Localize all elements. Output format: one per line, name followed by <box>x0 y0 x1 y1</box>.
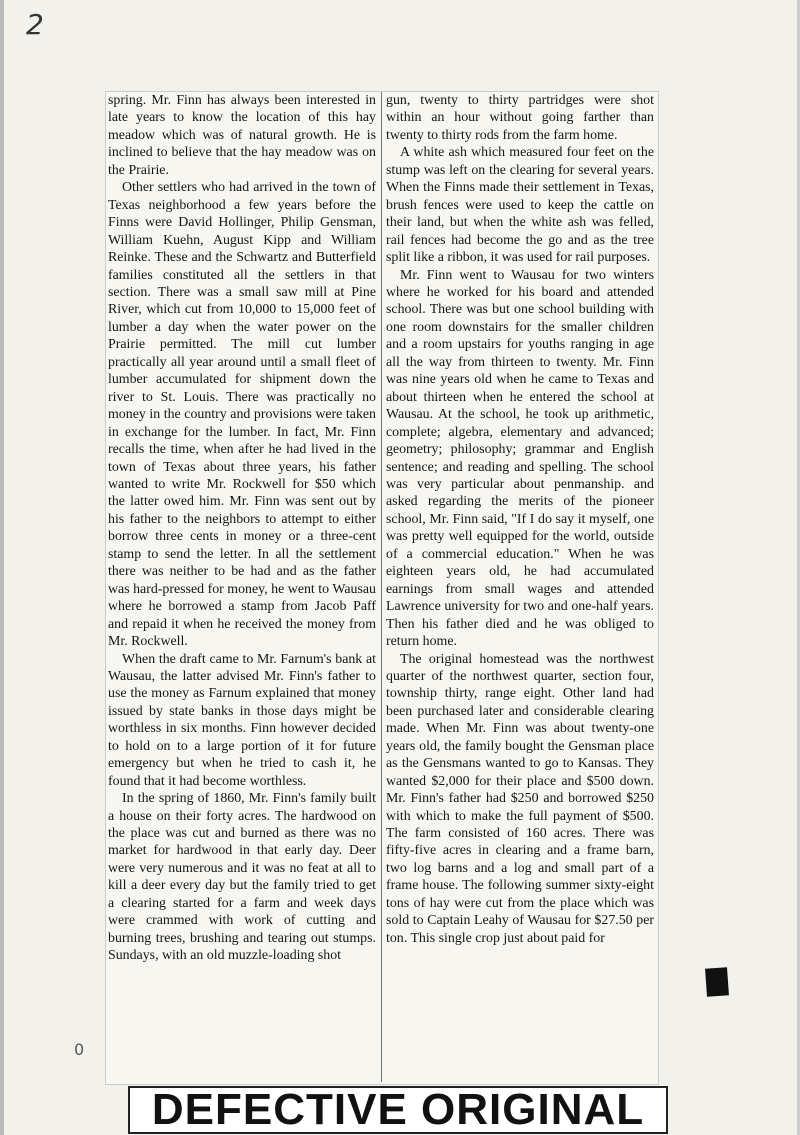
page-number: 2 <box>26 8 44 41</box>
article-right-column <box>386 92 654 1082</box>
article-paragraph: gun, twenty to thirty partridges were shot within an hour without going farther than twenty to thirty rods from the farm home. <box>386 93 654 143</box>
article-paragraph: In the spring of 1860, Mr. Finn's family built a house on their forty acres. The hardwood on the place was cut and burned as there was no market for hardwood in that early day. Deer were very numerous and it was no feat at all to kill a deer every day but the family tried to get a clearing started for a farm and week days were crammed with work of cutting and burning trees, brushing and tearing out stumps. Sundays, with an old muzzle-loading shot <box>108 791 376 964</box>
scan-edge-left <box>0 0 4 1135</box>
ink-blot <box>705 967 729 996</box>
column-divider <box>381 92 382 1082</box>
article-paragraph: When the draft came to Mr. Farnum's bank at Wausau, the latter advised Mr. Finn's father to use the money as Farnum explained that money issued by state banks in those days might be worthless in six months. Finn however decided to hold on to a large portion of it for future emergency but when he tried to cash it, he found that it had become worthless. <box>108 651 376 789</box>
newspaper-clipping <box>106 92 658 1084</box>
defective-original-stamp: DEFECTIVE ORIGINAL <box>128 1086 668 1134</box>
article-left-column <box>108 92 376 1082</box>
article-paragraph: Other settlers who had arrived in the town of Texas neighborhood a few years before the Finns were David Hollinger, Philip Gensman, William Kuehn, August Kipp and William Reinke. These and the Schwartz and Butterfield families constituted all the settlers in that section. There was a small saw mill at Pine River, which cut from 10,000 to 15,000 feet of lumber a day when the water power on the Prairie permitted. The mill cut lumber practically all year around until a small fleet of lumber accumulated for shipment down the river to St. Louis. There was practically no money in the country and provisions were taken in exchange for the lumber. In fact, Mr. Finn recalls the time, when after he had lived in the town of Texas about three years, his father wanted to write Mr. Rockwell for $50 which the latter owed him. Mr. Finn was sent out by his father to the neighbors to attempt to either borrow three cents in money or a three-cent stamp to send the letter. In all the settlement there was neither to be had and as the father was hard-pressed for money, he went to Wausau where he borrowed a stamp from Jacob Paff and repaid it when he received the money from Mr. Rockwell. <box>108 180 376 650</box>
margin-mark: 0 <box>74 1040 85 1059</box>
article-paragraph: spring. Mr. Finn has always been interested in late years to know the location of this hay meadow which was of natural growth. He is inclined to believe that the hay meadow was on the Prairie. <box>108 93 376 178</box>
article-paragraph: Mr. Finn went to Wausau for two winters where he worked for his board and attended school. There was but one school building with one room downstairs for the smaller children and a room upstairs for youths ranging in age all the way from thirteen to twenty. Mr. Finn was nine years old when he came to Texas and about thirteen when he entered the school at Wausau. At the school, he took up arithmetic, complete; algebra, elementary and advanced; geometry; philosophy; grammar and English sentence; and reading and spelling. The school was very particular about penmanship. and asked regarding the merits of the pioneer school, Mr. Finn said, "If I do say it myself, one was pretty well equipped for the world, outside of a commercial education." When he was eighteen years old, he had accumulated earnings from small wages and attended Lawrence university for two and one-half years. Then his father died and he was obliged to return home. <box>386 267 654 650</box>
article-paragraph: The original homestead was the northwest quarter of the northwest quarter, section four, township thirty, range eight. Other land had been purchased later and considerable clearing made. When Mr. Finn was about twenty-one years old, the family bought the Gensman place as the Gensmans wanted to go to Kansas. They wanted $2,000 for their place and $500 down. Mr. Finn's father had $250 and borrowed $250 with which to make the full payment of $500. The farm consisted of 160 acres. There was fifty-five acres in clearing and a frame barn, two log barns and a log and small part of a frame house. The following summer sixty-eight tons of hay were cut from the place which was sold to Captain Leahy of Wausau for $27.50 per ton. This single crop just about paid for <box>386 651 654 946</box>
article-paragraph: A white ash which measured four feet on the stump was left on the clearing for several years. When the Finns made their settlement in Texas, brush fences were used to keep the cattle on their land, but when the white ash was felled, rail fences had become the go and as the tree split like a ribbon, it was used for rail purposes. <box>386 145 654 266</box>
